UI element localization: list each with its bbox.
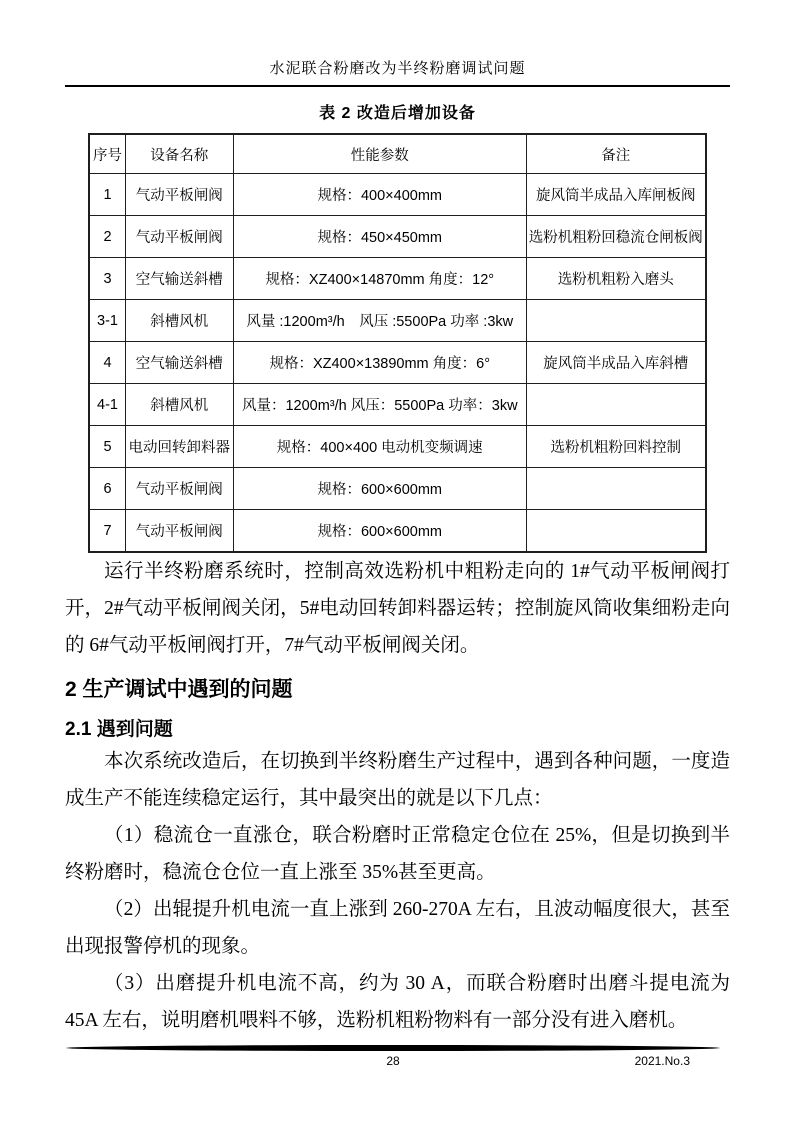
cell-remark: 选粉机粗粉回料控制 bbox=[526, 426, 706, 468]
cell-params: 风量 :1200m³/h 风压 :5500Pa 功率 :3kw bbox=[233, 300, 526, 342]
paragraph-operation-description: 运行半终粉磨系统时，控制高效选粉机中粗粉走向的 1#气动平板闸阀打开，2#气动平板闸阀关闭，5#电动回转卸料器运转；控制旋风筒收集细粉走向的 6#气动平板闸阀打开，7#气动平板闸阀关闭。 bbox=[65, 561, 730, 656]
cell-name: 气动平板闸阀 bbox=[125, 510, 233, 553]
column-header-remark: 备注 bbox=[526, 134, 706, 174]
table-caption: 表 2 改造后增加设备 bbox=[319, 105, 476, 122]
cell-seq: 3 bbox=[89, 258, 125, 300]
column-header-params: 性能参数 bbox=[233, 134, 526, 174]
column-header-name: 设备名称 bbox=[125, 134, 233, 174]
cell-remark: 旋风筒半成品入库斜槽 bbox=[526, 342, 706, 384]
cell-remark bbox=[526, 468, 706, 510]
paragraph-problem-3: （3）出磨提升机电流不高，约为 30 A，而联合粉磨时出磨斗提电流为 45A 左右，说明磨机喂料不够，选粉机粗粉物料有一部分没有进入磨机。 bbox=[65, 973, 730, 1031]
cell-seq: 4-1 bbox=[89, 384, 125, 426]
cell-seq: 1 bbox=[89, 174, 125, 216]
cell-name: 空气输送斜槽 bbox=[125, 342, 233, 384]
table-row bbox=[89, 342, 706, 384]
subsection-heading: 2.1 遇到问题 bbox=[65, 719, 173, 740]
cell-remark bbox=[526, 384, 706, 426]
cell-remark bbox=[526, 300, 706, 342]
cell-params: 规格：400×400 电动机变频调速 bbox=[233, 426, 526, 468]
cell-params: 规格：450×450mm bbox=[233, 216, 526, 258]
cell-remark: 选粉机粗粉回稳流仓闸板阀 bbox=[526, 216, 706, 258]
cell-name: 气动平板闸阀 bbox=[125, 216, 233, 258]
paragraph-problem-1: （1）稳流仓一直涨仓，联合粉磨时正常稳定仓位在 25%，但是切换到半终粉磨时，稳流仓仓位一直上涨至 35%甚至更高。 bbox=[65, 825, 730, 883]
cell-remark: 选粉机粗粉入磨头 bbox=[526, 258, 706, 300]
table-row bbox=[89, 300, 706, 342]
table-header-row bbox=[89, 134, 706, 174]
issue-number: 2021.No.3 bbox=[634, 1054, 690, 1068]
cell-seq: 7 bbox=[89, 510, 125, 553]
page-number: 28 bbox=[386, 1054, 400, 1068]
cell-seq: 2 bbox=[89, 216, 125, 258]
running-header bbox=[65, 0, 730, 87]
footer-rule bbox=[66, 1045, 720, 1051]
cell-name: 斜槽风机 bbox=[125, 300, 233, 342]
cell-name: 气动平板闸阀 bbox=[125, 174, 233, 216]
equipment-table bbox=[88, 133, 707, 553]
cell-remark: 旋风筒半成品入库闸板阀 bbox=[526, 174, 706, 216]
table-row bbox=[89, 258, 706, 300]
cell-seq: 3-1 bbox=[89, 300, 125, 342]
table-row bbox=[89, 384, 706, 426]
cell-params: 规格：XZ400×13890mm 角度：6° bbox=[233, 342, 526, 384]
table-row bbox=[89, 468, 706, 510]
page-content bbox=[65, 0, 730, 1039]
footer-meta bbox=[66, 1054, 720, 1070]
cell-name: 气动平板闸阀 bbox=[125, 468, 233, 510]
cell-params: 规格：600×600mm bbox=[233, 510, 526, 553]
table-row bbox=[89, 510, 706, 553]
document-title: 水泥联合粉磨改为半终粉磨调试问题 bbox=[269, 61, 526, 77]
section-heading: 2 生产调试中遇到的问题 bbox=[65, 678, 293, 701]
cell-params: 风量：1200m³/h 风压：5500Pa 功率：3kw bbox=[233, 384, 526, 426]
table-row bbox=[89, 174, 706, 216]
cell-name: 空气输送斜槽 bbox=[125, 258, 233, 300]
table-row bbox=[89, 216, 706, 258]
paragraph-problem-2: （2）出辊提升机电流一直上涨到 260-270A 左右，且波动幅度很大，甚至出现报警停机的现象。 bbox=[65, 899, 730, 957]
cell-params: 规格：XZ400×14870mm 角度：12° bbox=[233, 258, 526, 300]
cell-seq: 6 bbox=[89, 468, 125, 510]
cell-params: 规格：400×400mm bbox=[233, 174, 526, 216]
cell-seq: 4 bbox=[89, 342, 125, 384]
paragraph-intro: 本次系统改造后，在切换到半终粉磨生产过程中，遇到各种问题，一度造成生产不能连续稳定运行，其中最突出的就是以下几点： bbox=[65, 751, 730, 809]
table-row bbox=[89, 426, 706, 468]
cell-name: 电动回转卸料器 bbox=[125, 426, 233, 468]
cell-seq: 5 bbox=[89, 426, 125, 468]
cell-name: 斜槽风机 bbox=[125, 384, 233, 426]
cell-remark bbox=[526, 510, 706, 553]
column-header-seq: 序号 bbox=[89, 134, 125, 174]
page-footer bbox=[66, 1045, 720, 1070]
cell-params: 规格：600×600mm bbox=[233, 468, 526, 510]
